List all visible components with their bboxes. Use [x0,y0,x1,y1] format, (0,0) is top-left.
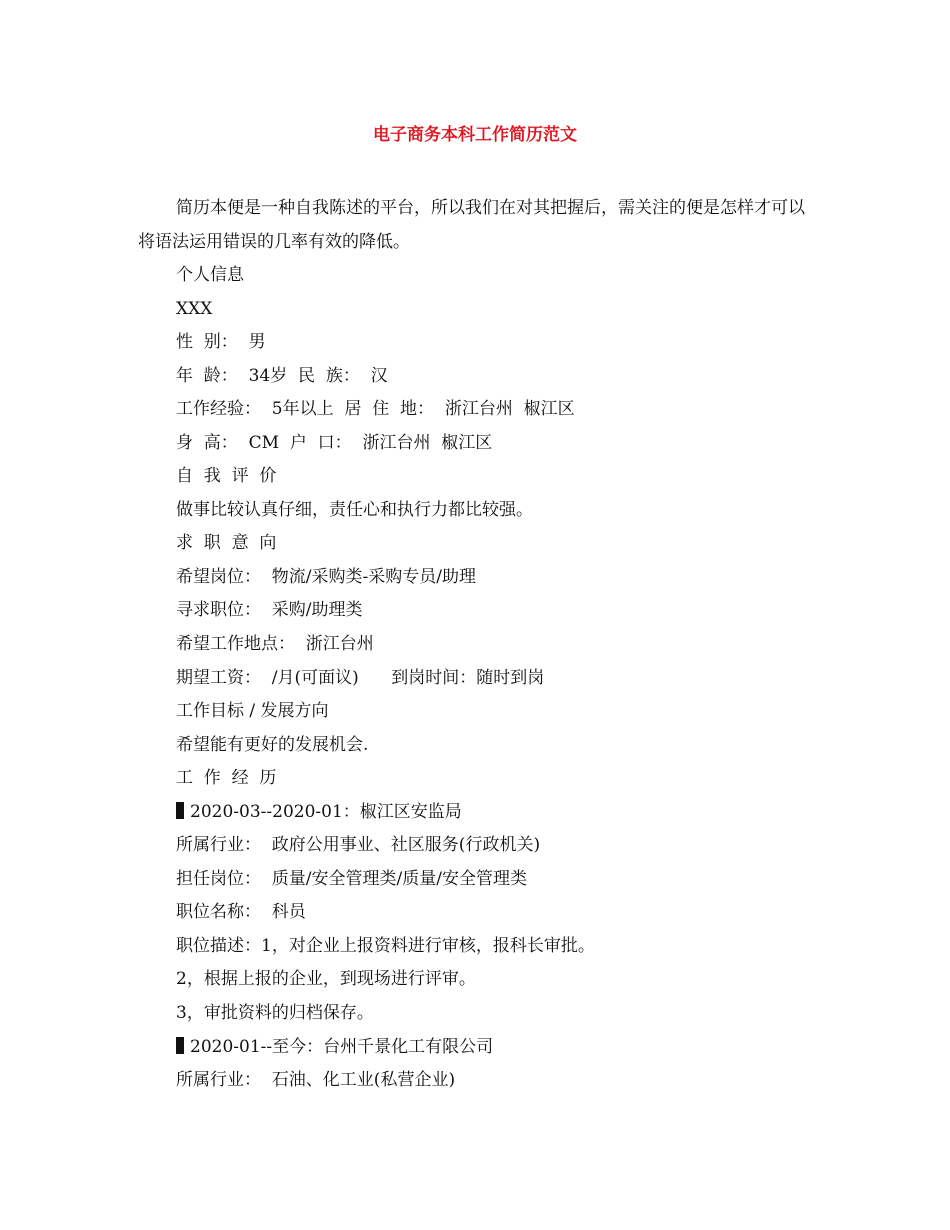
bullet-bar-icon [176,1037,184,1054]
resume-line: 所属行业： 石油、化工业(私营企业) [176,1070,456,1091]
resume-line: 希望岗位： 物流/采购类-采购专员/助理 [176,566,477,587]
job-entry-text: 2020-01--至今：台州千景化工有限公司 [190,1036,494,1057]
resume-line: 寻求职位： 采购/助理类 [176,600,363,621]
intro-paragraph: 简历本便是一种自我陈述的平台，所以我们在对其把握后，需关注的便是怎样才可以将语法运用错误的几率有效的降低。 [138,198,805,252]
resume-line: 身 高： CM 户 口： 浙江台州 椒江区 [176,432,493,453]
resume-line: 工作目标 / 发展方向 [176,701,329,722]
document-title: 电子商务本科工作简历范文 [373,125,577,145]
job-entry-header [176,796,836,830]
resume-line: 3，审批资料的归档保存。 [176,1003,374,1024]
resume-line: 2，根据上报的企业，到现场进行评审。 [176,969,476,990]
resume-line: 工作经验： 5年以上 居 住 地： 浙江台州 椒江区 [176,399,575,420]
resume-line: 职位名称： 科员 [176,902,306,923]
resume-line: 年 龄： 34岁 民 族： 汉 [176,365,388,386]
resume-line: 期望工资： /月(可面议) 到岗时间：随时到岗 [176,667,545,688]
job-entry-text: 2020-03--2020-01：椒江区安监局 [190,801,462,822]
resume-lines [176,259,836,1098]
resume-line: XXX [176,298,213,319]
resume-line: 做事比较认真仔细，责任心和执行力都比较强。 [176,499,533,520]
bullet-bar-icon [176,802,184,819]
resume-line: 自 我 评 价 [176,466,277,487]
resume-line: 个人信息 [176,265,244,285]
resume-line: 希望工作地点： 浙江台州 [176,634,374,655]
resume-line: 职位描述：1，对企业上报资料进行审核，报科长审批。 [176,935,595,956]
resume-line: 希望能有更好的发展机会. [176,734,369,755]
resume-line: 性 别： 男 [176,332,266,353]
resume-line: 所属行业： 政府公用事业、社区服务(行政机关) [176,835,541,856]
resume-line: 担任岗位： 质量/安全管理类/质量/安全管理类 [176,868,527,889]
resume-line: 工 作 经 历 [176,768,277,789]
job-entry-header [176,1031,836,1065]
resume-line: 求 职 意 向 [176,533,277,554]
